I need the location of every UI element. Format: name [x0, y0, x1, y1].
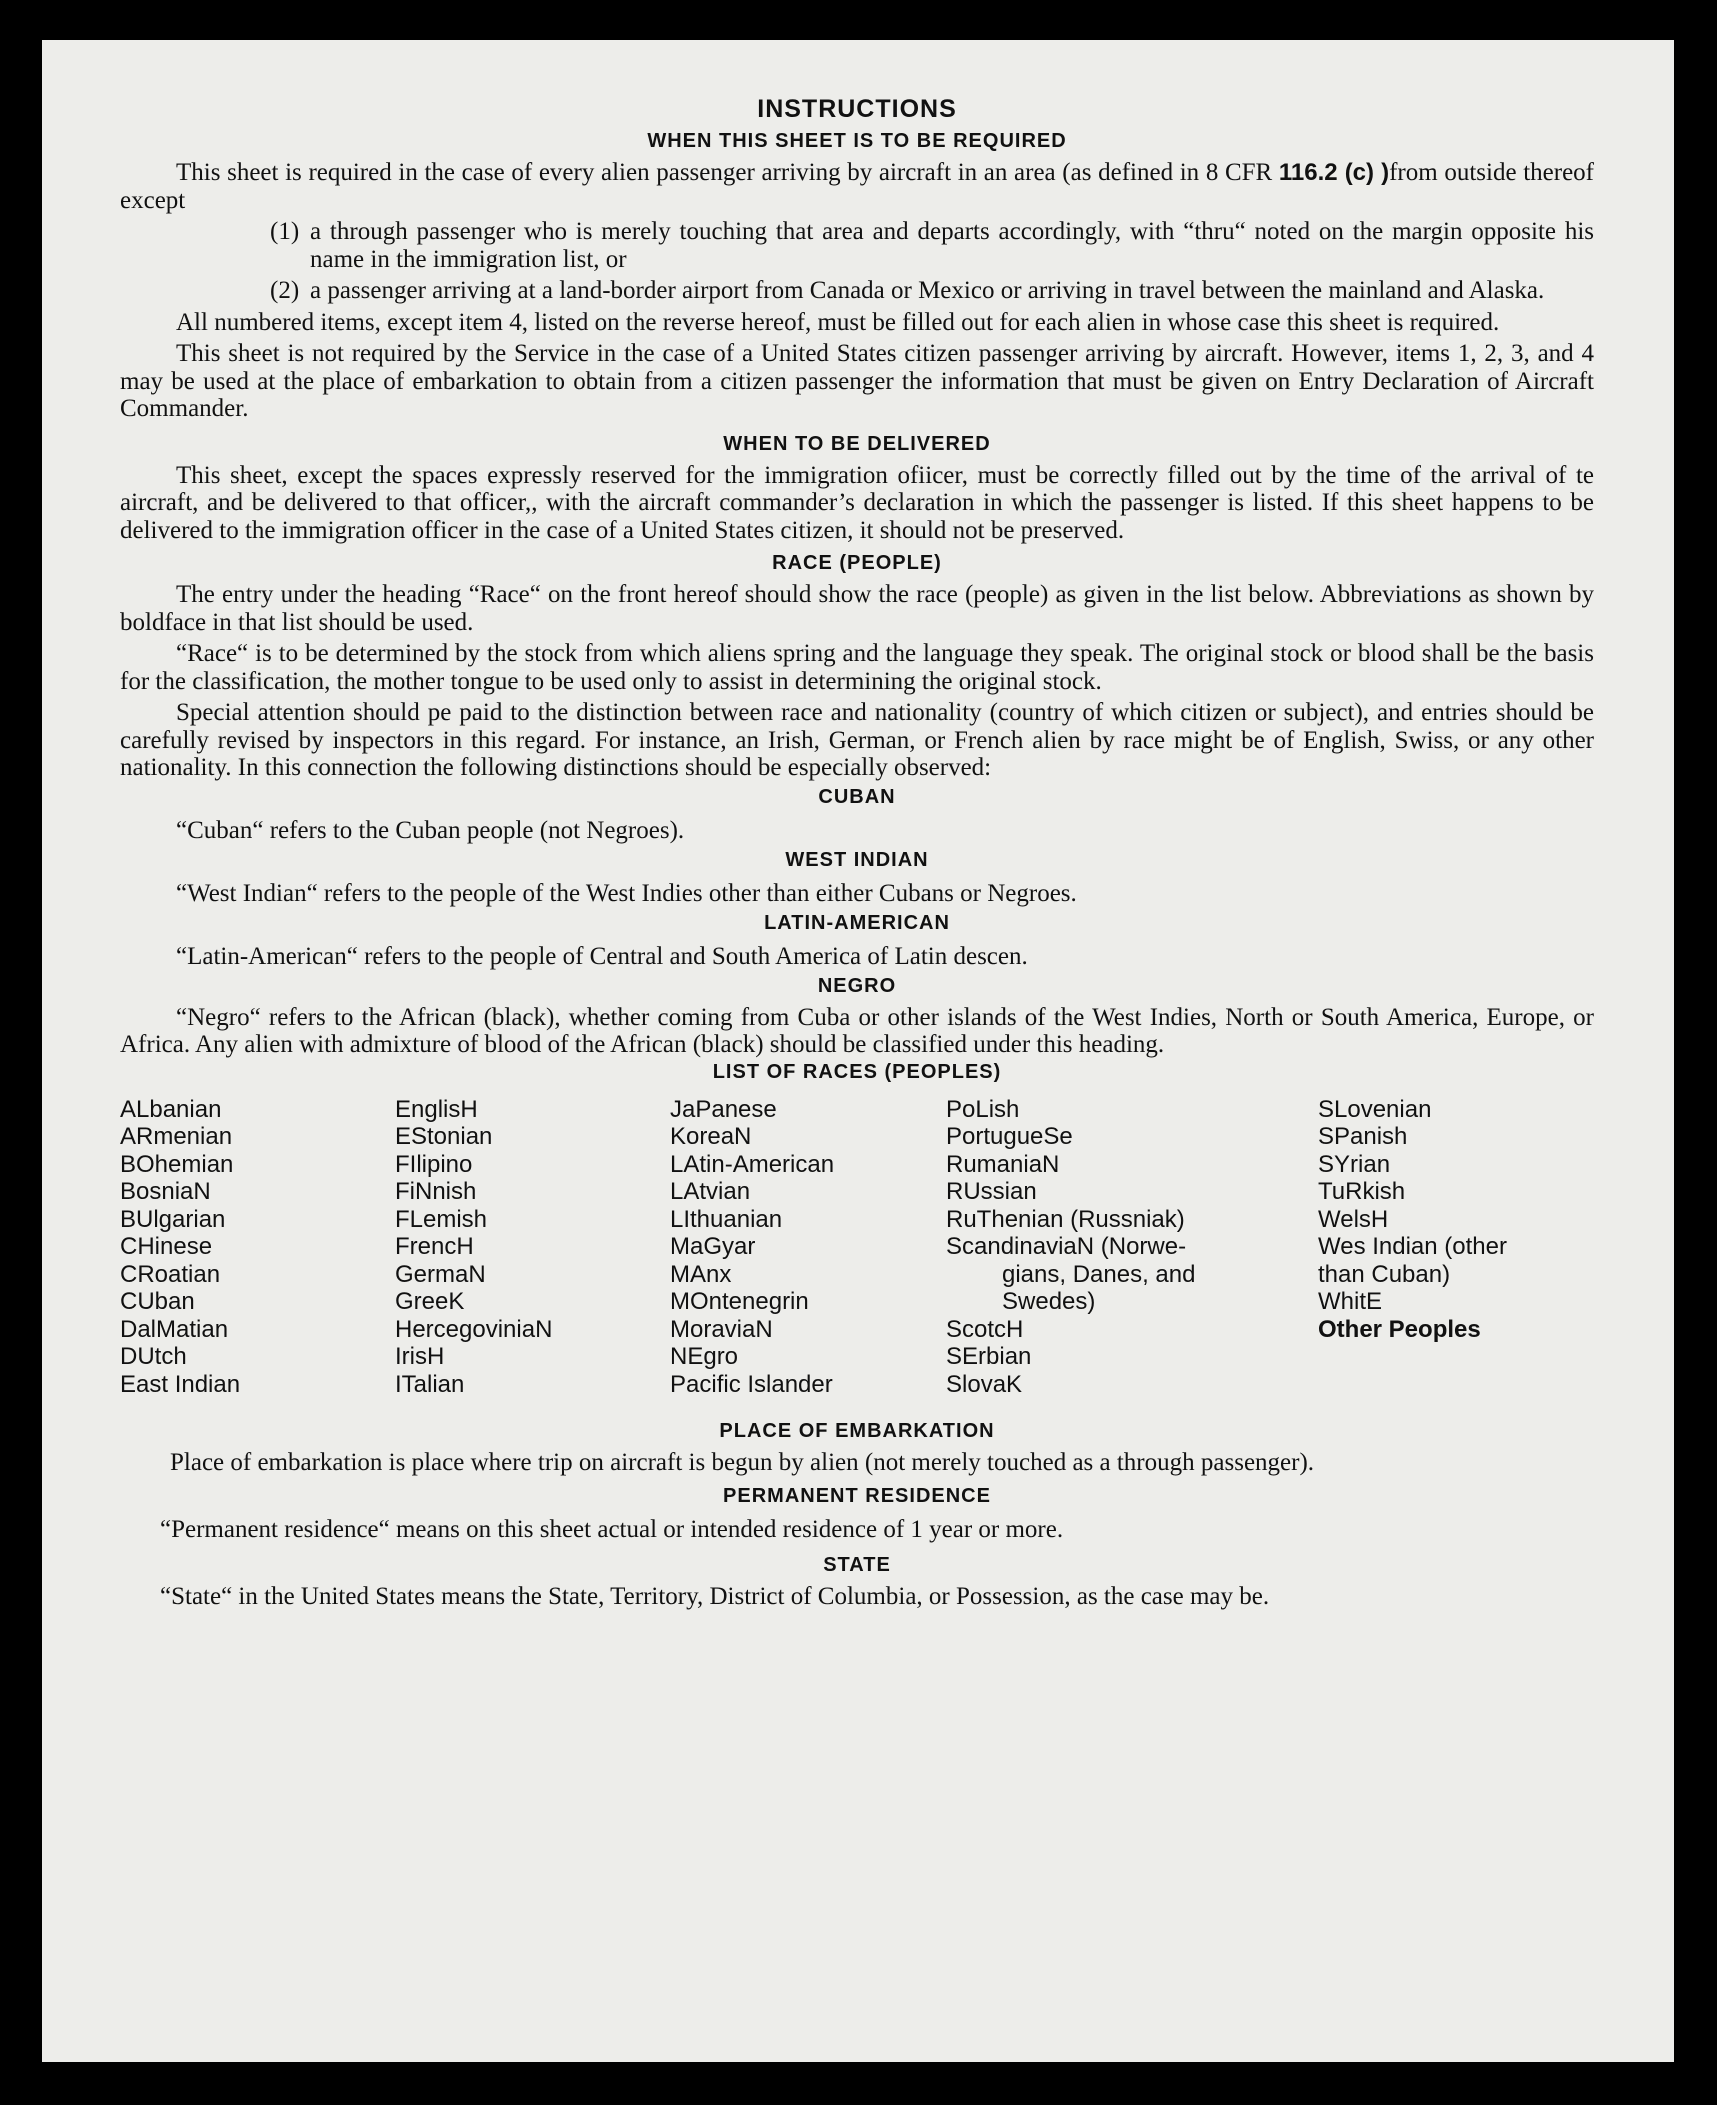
race-item: NEgro	[670, 1343, 739, 1370]
race-item: SYrian	[1318, 1150, 1391, 1178]
race-item: East Indian	[120, 1370, 241, 1398]
page-title: INSTRUCTIONS	[757, 95, 957, 123]
race-item: ITalian	[395, 1370, 465, 1398]
heading-west-indian: WEST INDIAN	[785, 848, 929, 871]
cfr-citation: 116.2 (c) )	[1278, 159, 1390, 186]
races-column-1	[120, 1096, 395, 1399]
race-item: ARmenian	[120, 1123, 233, 1150]
race-item: ALbanian	[120, 1095, 222, 1123]
heading-race: RACE (PEOPLE)	[772, 552, 942, 574]
race-item: LIthuanian	[670, 1205, 783, 1233]
race-item: EStonian	[395, 1123, 493, 1150]
race-item: JaPanese	[670, 1095, 777, 1123]
negro-definition: “Negro“ refers to the African (black), whether coming from Cuba or other islands of the West Indies, North or South America, Europe, or Africa. Any alien with admixture of blood of the African (black) should be classified under this heading.	[120, 1003, 1594, 1058]
heading-state: STATE	[823, 1553, 891, 1576]
race-item: BosniaN	[120, 1178, 211, 1205]
state-paragraph: “State“ in the United States means the State, Territory, District of Columbia, or Possession, as the case may be.	[160, 1582, 1270, 1610]
document-page	[42, 40, 1674, 2062]
race-paragraph-1: The entry under the heading “Race“ on the front hereof should show the race (people) as given in the list below. Abbreviations as shown by boldface in that list should be used.	[120, 581, 1594, 636]
heading-when-required: WHEN THIS SHEET IS TO BE REQUIRED	[647, 130, 1067, 152]
heading-permanent-residence: PERMANENT RESIDENCE	[723, 1484, 991, 1507]
west-indian-definition: “West Indian“ refers to the people of the West Indies other than either Cubans or Negroes.	[176, 879, 1077, 907]
race-item: LAtin-American	[670, 1150, 835, 1178]
race-item: BOhemian	[120, 1150, 234, 1178]
race-item: RUssian	[946, 1178, 1037, 1205]
race-item: LAtvian	[670, 1178, 751, 1205]
race-item: FIlipino	[395, 1150, 473, 1178]
race-item: gians, Danes, and	[1002, 1260, 1196, 1288]
exception-text: a passenger arriving at a land-border airport from Canada or Mexico or arriving in travel between the mainland and Alaska.	[310, 277, 1545, 304]
heading-cuban: CUBAN	[818, 785, 896, 808]
race-item: Pacific Islander	[670, 1370, 833, 1398]
race-item: Swedes)	[1002, 1288, 1096, 1315]
latin-american-definition: “Latin-American“ refers to the people of Central and South America of Latin descen.	[176, 942, 1028, 970]
race-item: GreeK	[395, 1288, 465, 1315]
residence-definition: “Permanent residence“ means on this sheet actual or intended residence of 1 year or more.	[160, 1515, 1064, 1543]
race-item: Other Peoples	[1318, 1315, 1481, 1343]
race-item: MoraviaN	[670, 1315, 773, 1343]
exception-number: (2)	[270, 277, 300, 304]
races-column-3	[670, 1096, 946, 1399]
race-item: SLovenian	[1318, 1095, 1432, 1123]
race-item: SErbian	[946, 1343, 1032, 1370]
race-item: MaGyar	[670, 1233, 756, 1260]
race-item: EnglisH	[395, 1095, 478, 1123]
race-item: BUlgarian	[120, 1205, 226, 1233]
citizen-paragraph: This sheet is not required by the Service in the case of a United States citizen passenger arriving by aircraft. However, items 1, 2, 3, and 4 may be used at the place of embarkation to obtain from a citizen passenger the information that must be given on Entry Declaration of Aircraft Commander.	[120, 340, 1594, 422]
race-item: WhitE	[1318, 1288, 1383, 1315]
race-item: PoLish	[946, 1095, 1020, 1123]
required-intro-tail: from outside thereof except	[120, 159, 1594, 214]
race-item: FrencH	[395, 1233, 474, 1260]
required-intro-paragraph	[120, 159, 1594, 214]
race-item: DalMatian	[120, 1315, 229, 1343]
race-paragraph-2: “Race“ is to be determined by the stock from which aliens spring and the language they speak. The original stock or blood shall be the basis for the classification, the mother tongue to be used only to assist in determining the original stock.	[120, 640, 1594, 695]
race-item: SPanish	[1318, 1123, 1408, 1150]
races-column-4	[946, 1096, 1318, 1399]
embarkation-paragraph: Place of embarkation is place where trip on aircraft is begun by alien (not merely touched as a through passenger).	[170, 1449, 1315, 1476]
race-item: Wes Indian (other	[1318, 1233, 1507, 1260]
required-intro-text: This sheet is required in the case of every alien passenger arriving by aircraft in an area (as defined in 8 CFR	[176, 159, 1273, 186]
heading-negro: NEGRO	[817, 974, 897, 997]
race-item: MOntenegrin	[670, 1288, 809, 1315]
race-item: CHinese	[120, 1233, 213, 1260]
race-item: ScotcH	[946, 1315, 1024, 1343]
race-item: KoreaN	[670, 1123, 752, 1150]
races-column-2	[395, 1096, 670, 1399]
race-item: FiNnish	[395, 1178, 477, 1205]
numbered-items-paragraph: All numbered items, except item 4, listed on the reverse hereof, must be filled out for each alien in whose case this sheet is required.	[176, 308, 1500, 336]
race-item: PortugueSe	[946, 1123, 1073, 1150]
race-item: RuThenian (Russniak)	[946, 1205, 1185, 1233]
races-column-5	[1318, 1096, 1594, 1399]
exception-text: a through passenger who is merely touching that area and departs accordingly, with “thru“ noted on the margin opposite his name in the immigration list, or	[310, 218, 1594, 273]
race-item: IrisH	[395, 1343, 445, 1370]
race-item: FLemish	[395, 1205, 488, 1233]
heading-list-of-races: LIST OF RACES (PEOPLES)	[712, 1060, 1002, 1083]
cuban-definition: “Cuban“ refers to the Cuban people (not Negroes).	[176, 816, 685, 844]
race-item: CUban	[120, 1288, 195, 1315]
race-item: WelsH	[1318, 1205, 1389, 1233]
heading-when-delivered: WHEN TO BE DELIVERED	[723, 432, 991, 455]
race-item: HercegoviniaN	[395, 1315, 553, 1343]
exception-number: (1)	[270, 218, 300, 245]
heading-place-of-embarkation: PLACE OF EMBARKATION	[719, 1420, 995, 1442]
race-item: than Cuban)	[1318, 1260, 1451, 1288]
race-item: RumaniaN	[946, 1150, 1060, 1178]
race-item: TuRkish	[1318, 1178, 1406, 1205]
race-item: ScandinaviaN (Norwe-	[946, 1233, 1187, 1260]
exception-item	[270, 277, 1594, 305]
race-item: SlovaK	[946, 1370, 1023, 1398]
exception-item	[270, 218, 1594, 273]
race-item: GermaN	[395, 1260, 486, 1288]
heading-latin-american: LATIN-AMERICAN	[764, 911, 950, 934]
race-item: MAnx	[670, 1260, 732, 1288]
delivered-paragraph: This sheet, except the spaces expressly reserved for the immigration ofiicer, must be correctly filled out by the time of the arrival of te aircraft, and be delivered to that officer,, with the aircraft commander’s declaration in which the passenger is listed. If this sheet happens to be delivered to the immigration officer in the case of a United States citizen, it should not be preserved.	[120, 461, 1594, 544]
race-item: DUtch	[120, 1343, 187, 1370]
race-paragraph-3: Special attention should pe paid to the distinction between race and nationality (country of which citizen or subject), and entries should be carefully revised by inspectors in this regard. For instance, an Irish, German, or French alien by race might be of English, Swiss, or any other nationality. In this connection the following distinctions should be especially observed:	[120, 699, 1594, 781]
race-item: CRoatian	[120, 1260, 221, 1288]
races-list	[120, 1096, 1594, 1399]
